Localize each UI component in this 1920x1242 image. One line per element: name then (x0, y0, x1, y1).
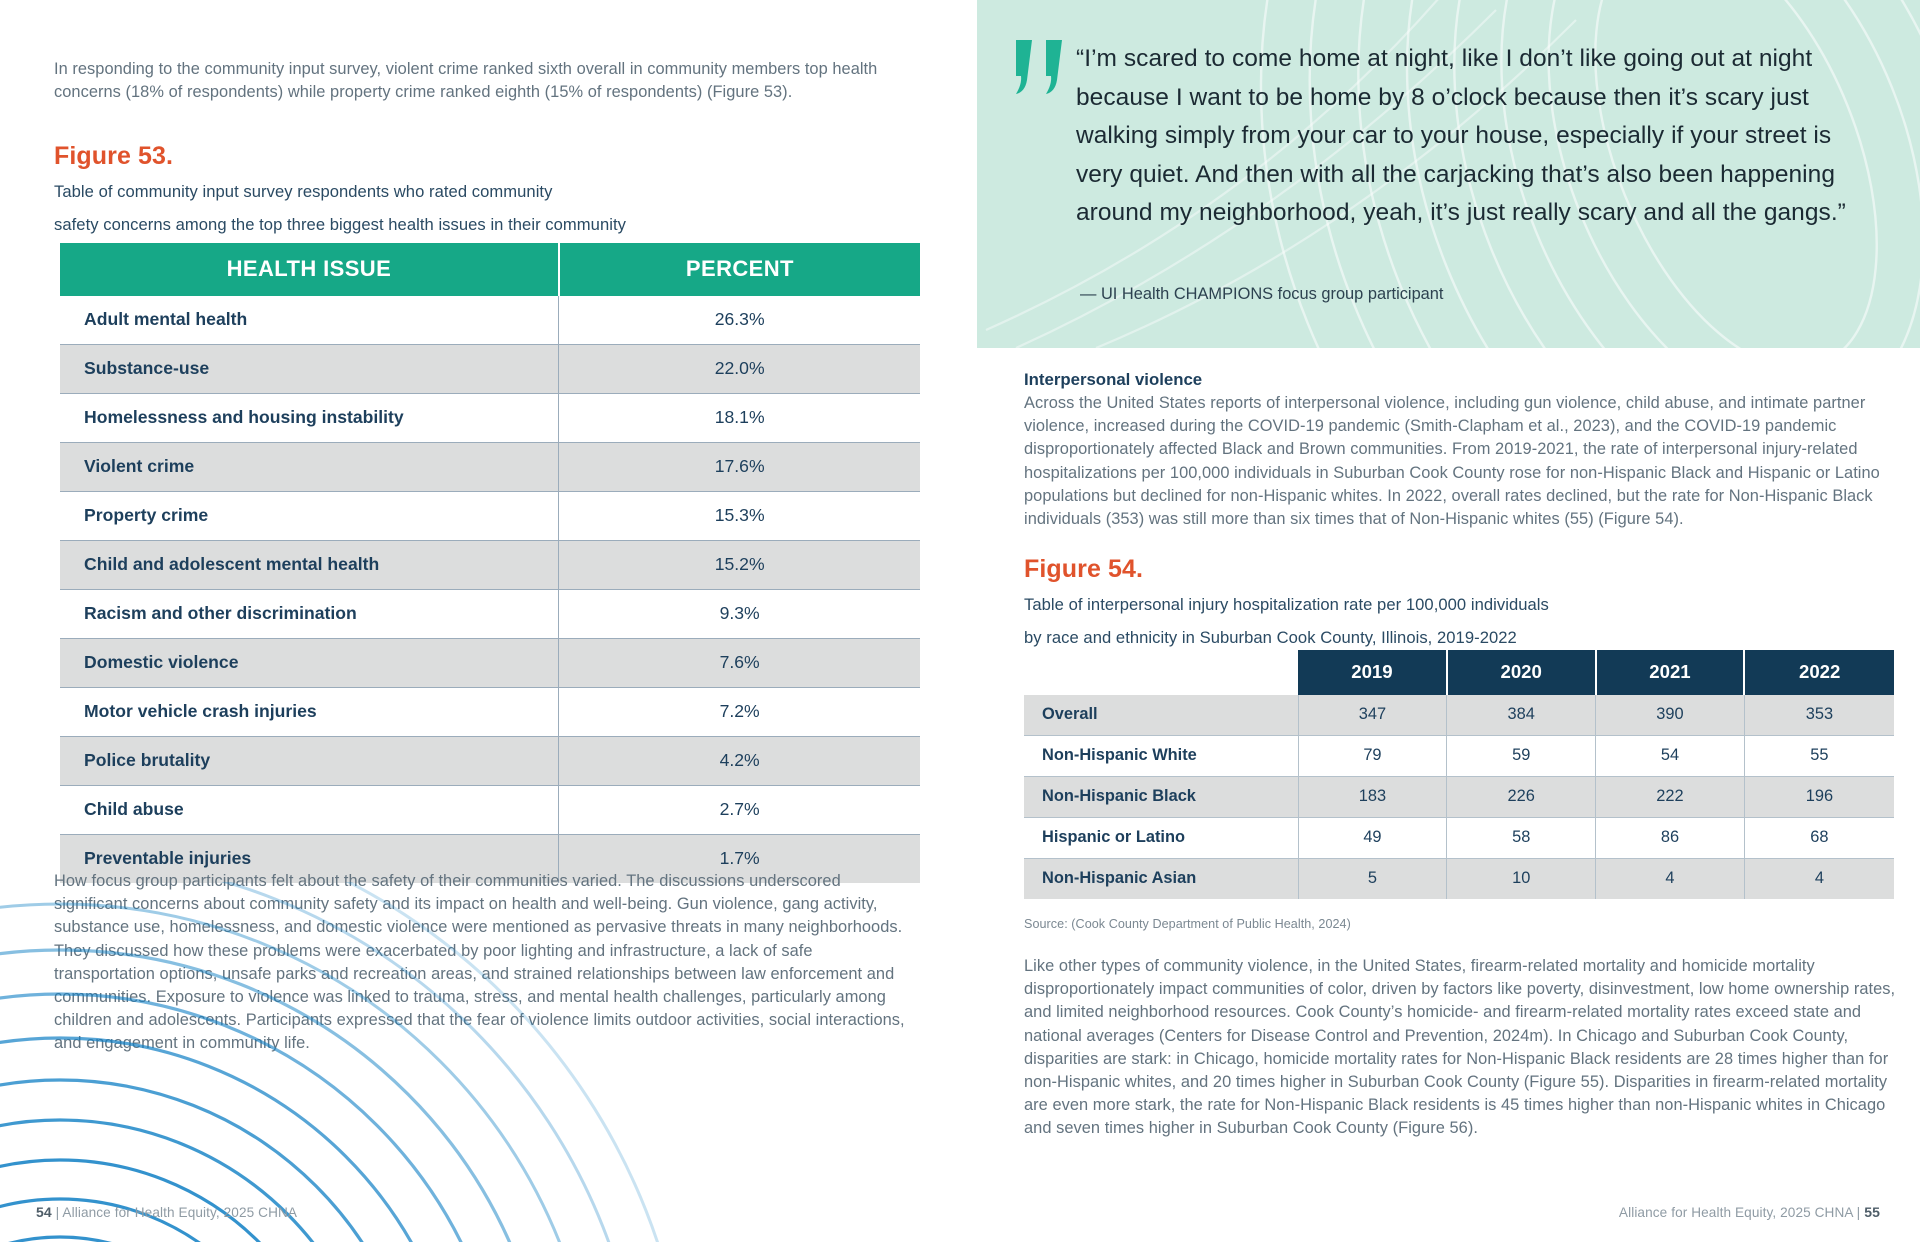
column-header-health-issue: HEALTH ISSUE (60, 243, 559, 296)
cell-health-issue: Racism and other discrimination (60, 590, 559, 639)
cell-health-issue: Police brutality (60, 737, 559, 786)
cell-rate-2020: 226 (1447, 777, 1596, 818)
cell-rate-2021: 390 (1596, 695, 1745, 736)
cell-race-ethnicity: Hispanic or Latino (1024, 818, 1298, 859)
column-header-blank (1024, 650, 1298, 695)
table-row (60, 492, 920, 541)
cell-percent: 4.2% (559, 737, 920, 786)
column-header-2021: 2021 (1596, 650, 1745, 695)
figure-54-caption-line2: by race and ethnicity in Suburban Cook County, Illinois, 2019-2022 (1024, 628, 1517, 647)
cell-rate-2022: 68 (1744, 818, 1894, 859)
cell-health-issue: Homelessness and housing instability (60, 394, 559, 443)
table-row (1024, 859, 1894, 900)
table-header-row (1024, 650, 1894, 695)
table-header-row (60, 243, 920, 296)
cell-rate-2021: 4 (1596, 859, 1745, 900)
table-row (60, 443, 920, 492)
table-row (1024, 736, 1894, 777)
quotation-mark-icon (1012, 38, 1072, 96)
footer-left-page-number: 54 (36, 1204, 52, 1220)
figure-54-title-block (1024, 555, 1892, 650)
cell-rate-2020: 58 (1447, 818, 1596, 859)
cell-rate-2022: 196 (1744, 777, 1894, 818)
cell-race-ethnicity: Non-Hispanic Asian (1024, 859, 1298, 900)
cell-rate-2021: 54 (1596, 736, 1745, 777)
table-row (60, 737, 920, 786)
cell-health-issue: Domestic violence (60, 639, 559, 688)
column-header-2019: 2019 (1298, 650, 1447, 695)
table-row (60, 688, 920, 737)
section-paragraph: Across the United States reports of interpersonal violence, including gun violence, child abuse, and intimate partner violence, increased during the COVID-19 pandemic (Smith-Clapham et al., 2023), and the COVID-19 pandemic disproportionately affected Black and Brown communities. From 2019-2021, the rate of interpersonal injury-related hospitalizations per 100,000 individuals in Suburban Cook County rose for non-Hispanic Black and Hispanic or Latino populations but declined for non-Hispanic whites. In 2022, overall rates declined, but the rate for Non-Hispanic Black individuals (353) was still more than six times that of Non-Hispanic whites (55) (Figure 54). (1024, 394, 1880, 529)
interpersonal-violence-section (1024, 370, 1892, 531)
cell-health-issue: Preventable injuries (60, 835, 559, 884)
column-header-percent: PERCENT (559, 243, 920, 296)
figure-54-table (1024, 650, 1894, 899)
cell-race-ethnicity: Overall (1024, 695, 1298, 736)
table-row (60, 590, 920, 639)
cell-health-issue: Violent crime (60, 443, 559, 492)
cell-rate-2022: 353 (1744, 695, 1894, 736)
cell-percent: 26.3% (559, 296, 920, 345)
column-header-2022: 2022 (1744, 650, 1894, 695)
table-row (1024, 777, 1894, 818)
table-row (60, 639, 920, 688)
left-intro-block (54, 58, 884, 104)
quote-text: “I’m scared to come home at night, like I don’t like going out at night because I want to be home by 8 o’clock because then it’s scary just walking simply from your car to your house, especially if your street is very quiet. And then with all the carjacking that’s also been happening around my neighborhood, yeah, it’s just really scary and all the gangs.” (1076, 45, 1846, 226)
table-row (60, 394, 920, 443)
right-closing-paragraph: Like other types of community violence, in the United States, firearm-related mortality and homicide mortality disproportionately impact communities of color, driven by factors like poverty, disinvestment, low home ownership rates, and limited neighborhood resources. Cook County’s homicide- and firearm-related mortality rates exceed state and national averages (Centers for Disease Control and Prevention, 2024m). In Chicago and Suburban Cook County, disparities are stark: in Chicago, homicide mortality rates for Non-Hispanic Black residents are 28 times higher than for non-Hispanic whites, and 20 times higher in Suburban Cook County (Figure 55). Disparities in firearm-related mortality are even more stark, the rate for Non-Hispanic Black residents is 45 times higher than non-Hispanic whites in Chicago and seven times higher in Suburban Cook County (Figure 56). (1024, 957, 1896, 1138)
figure-53-title-block (54, 142, 894, 237)
cell-health-issue: Child abuse (60, 786, 559, 835)
footer-left-text: | Alliance for Health Equity, 2025 CHNA (55, 1205, 298, 1220)
right-closing-block (1024, 955, 1896, 1141)
footer-right (1619, 1204, 1880, 1220)
cell-rate-2022: 4 (1744, 859, 1894, 900)
figure-54-source: Source: (Cook County Department of Public Health, 2024) (1024, 917, 1351, 931)
left-intro-paragraph: In responding to the community input survey, violent crime ranked sixth overall in community members top health concerns (18% of respondents) while property crime ranked eighth (15% of respondents) (Figure 53). (54, 60, 878, 102)
cell-percent: 1.7% (559, 835, 920, 884)
figure-54-label: Figure 54. (1024, 555, 1144, 583)
table-row (60, 345, 920, 394)
table-row (60, 296, 920, 345)
table-row (1024, 818, 1894, 859)
cell-rate-2020: 10 (1447, 859, 1596, 900)
table-row (1024, 695, 1894, 736)
cell-percent: 7.2% (559, 688, 920, 737)
cell-health-issue: Motor vehicle crash injuries (60, 688, 559, 737)
quote-callout-box (976, 0, 1920, 348)
cell-rate-2019: 79 (1298, 736, 1447, 777)
cell-rate-2020: 59 (1447, 736, 1596, 777)
cell-health-issue: Adult mental health (60, 296, 559, 345)
cell-rate-2021: 222 (1596, 777, 1745, 818)
cell-percent: 18.1% (559, 394, 920, 443)
cell-rate-2022: 55 (1744, 736, 1894, 777)
footer-right-text: Alliance for Health Equity, 2025 CHNA | (1618, 1205, 1861, 1220)
decorative-arcs (0, 882, 950, 1242)
cell-percent: 2.7% (559, 786, 920, 835)
cell-health-issue: Child and adolescent mental health (60, 541, 559, 590)
figure-53-caption-line2: safety concerns among the top three biggest health issues in their community (54, 215, 626, 234)
cell-rate-2020: 384 (1447, 695, 1596, 736)
footer-left (36, 1204, 297, 1220)
cell-rate-2019: 5 (1298, 859, 1447, 900)
quote-attribution: — UI Health CHAMPIONS focus group participant (1080, 285, 1444, 303)
cell-percent: 17.6% (559, 443, 920, 492)
cell-rate-2021: 86 (1596, 818, 1745, 859)
left-closing-paragraph: How focus group participants felt about the safety of their communities varied. The discussions underscored significant concerns about community safety and its impact on health and well-being. Gun violence, gang activity, substance use, homelessness, and domestic violence were mentioned as pervasive threats in many neighborhoods. They discussed how these problems were exacerbated by poor lighting and infrastructure, a lack of safe transportation options, unsafe parks and recreation areas, and strained relationships between law enforcement and communities. Exposure to violence was linked to trauma, stress, and mental health challenges, particularly among children and adolescents. Participants expressed that the fear of violence limits outdoor activities, social interactions, and engagement in community life. (54, 872, 905, 1053)
table-row (60, 786, 920, 835)
column-header-2020: 2020 (1447, 650, 1596, 695)
cell-percent: 7.6% (559, 639, 920, 688)
cell-race-ethnicity: Non-Hispanic White (1024, 736, 1298, 777)
figure-54-table-body (1024, 695, 1894, 899)
figure-54-caption-line1: Table of interpersonal injury hospitalization rate per 100,000 individuals (1024, 595, 1549, 614)
cell-health-issue: Property crime (60, 492, 559, 541)
cell-rate-2019: 183 (1298, 777, 1447, 818)
cell-percent: 9.3% (559, 590, 920, 639)
cell-rate-2019: 49 (1298, 818, 1447, 859)
cell-percent: 15.3% (559, 492, 920, 541)
cell-rate-2019: 347 (1298, 695, 1447, 736)
page-right (976, 0, 1920, 1242)
cell-race-ethnicity: Non-Hispanic Black (1024, 777, 1298, 818)
cell-health-issue: Substance-use (60, 345, 559, 394)
cell-percent: 15.2% (559, 541, 920, 590)
section-heading: Interpersonal violence (1024, 370, 1203, 389)
figure-53-table-body (60, 296, 920, 883)
cell-percent: 22.0% (559, 345, 920, 394)
page-gutter (976, 0, 977, 1242)
footer-right-page-number: 55 (1864, 1204, 1880, 1220)
figure-53-label: Figure 53. (54, 142, 174, 170)
figure-53-caption-line1: Table of community input survey respondents who rated community (54, 182, 553, 201)
figure-53-table (60, 243, 920, 883)
table-row (60, 541, 920, 590)
